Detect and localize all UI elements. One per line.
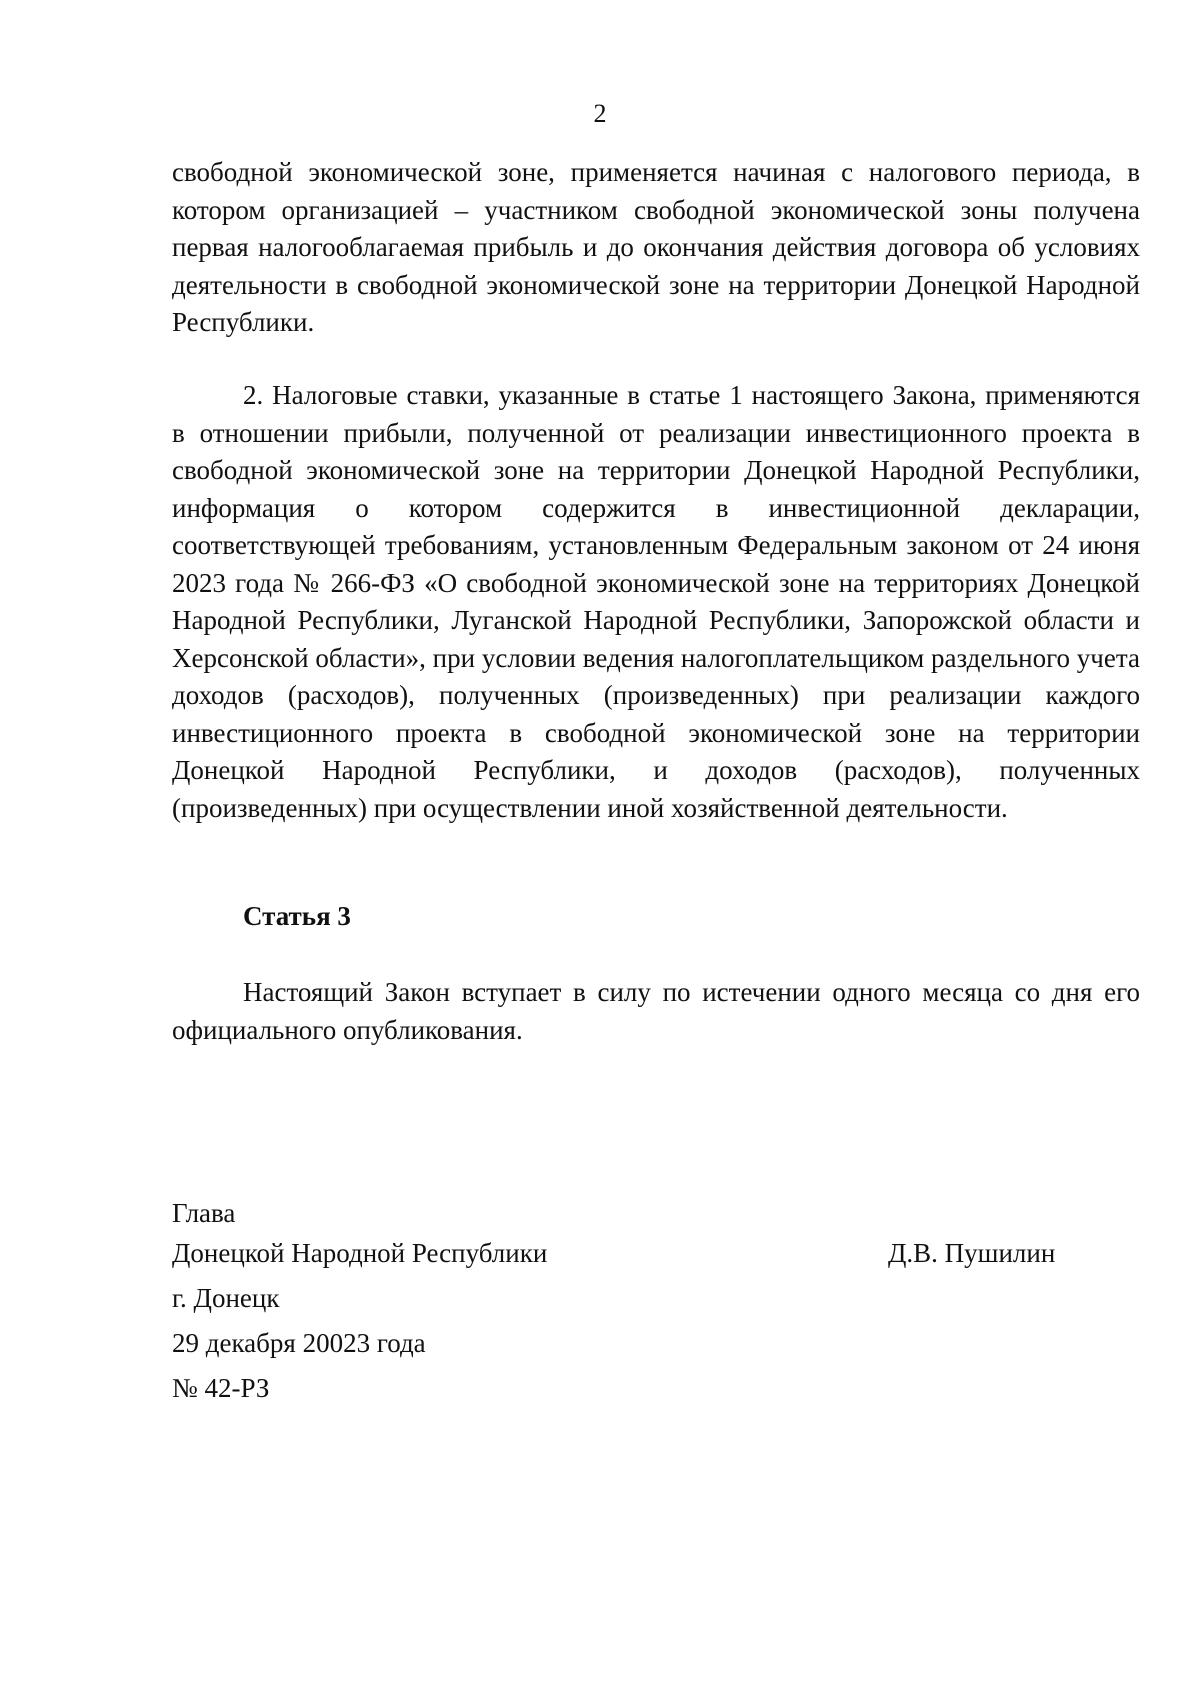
paragraph-text: Настоящий Закон вступает в силу по истечении одного месяца со дня его официального опубликования. [172, 977, 1140, 1045]
paragraph-text: 2. Налоговые ставки, указанные в статье 1 настоящего Закона, применяются в отношении прибыли, полученной от реализации инвестиционного проекта в свободной экономической зоне на территории Донецкой Народной Республики, информация о котором содержится в инвестиционной декларации, соответствующей требованиям, установленным Федеральным законом от 24 июня 2023 года № 266-ФЗ «О свободной экономической зоне на территориях Донецкой Народной Республики, Луганской Народной Республики, Запорожской области и Херсонской области», при условии ведения налогоплательщиком раздельного учета доходов (расходов), полученных (произведенных) при реализации каждого инвестиционного проекта в свободной экономической зоне на территории Донецкой Народной Республики, и доходов (расходов), полученных (произведенных) при осуществлении иной хозяйственной деятельности. [172, 380, 1140, 823]
law-number: № 42-РЗ [172, 1373, 270, 1403]
paragraph-continuation [172, 154, 1140, 342]
signature-date: 29 декабря 20023 года [172, 1328, 426, 1358]
signature-title-line2: Донецкой Народной Республики [172, 1238, 548, 1268]
paragraph-article2-part2 [172, 377, 1140, 827]
signature-title-line1: Глава [172, 1198, 236, 1228]
page-number: 2 [593, 99, 607, 128]
paragraph-article3 [172, 974, 1140, 1049]
paragraph-text: свободной экономической зоне, применяется начиная с налогового периода, в котором организацией – участником свободной экономической зоны получена первая налогооблагаемая прибыль и до окончания действия договора об условиях деятельности в свободной экономической зоне на территории Донецкой Народной Республики. [172, 157, 1140, 337]
article-3-heading: Статья 3 [243, 901, 351, 931]
signature-city: г. Донецк [172, 1283, 280, 1313]
signatory-name: Д.В. Пушилин [888, 1238, 1056, 1268]
